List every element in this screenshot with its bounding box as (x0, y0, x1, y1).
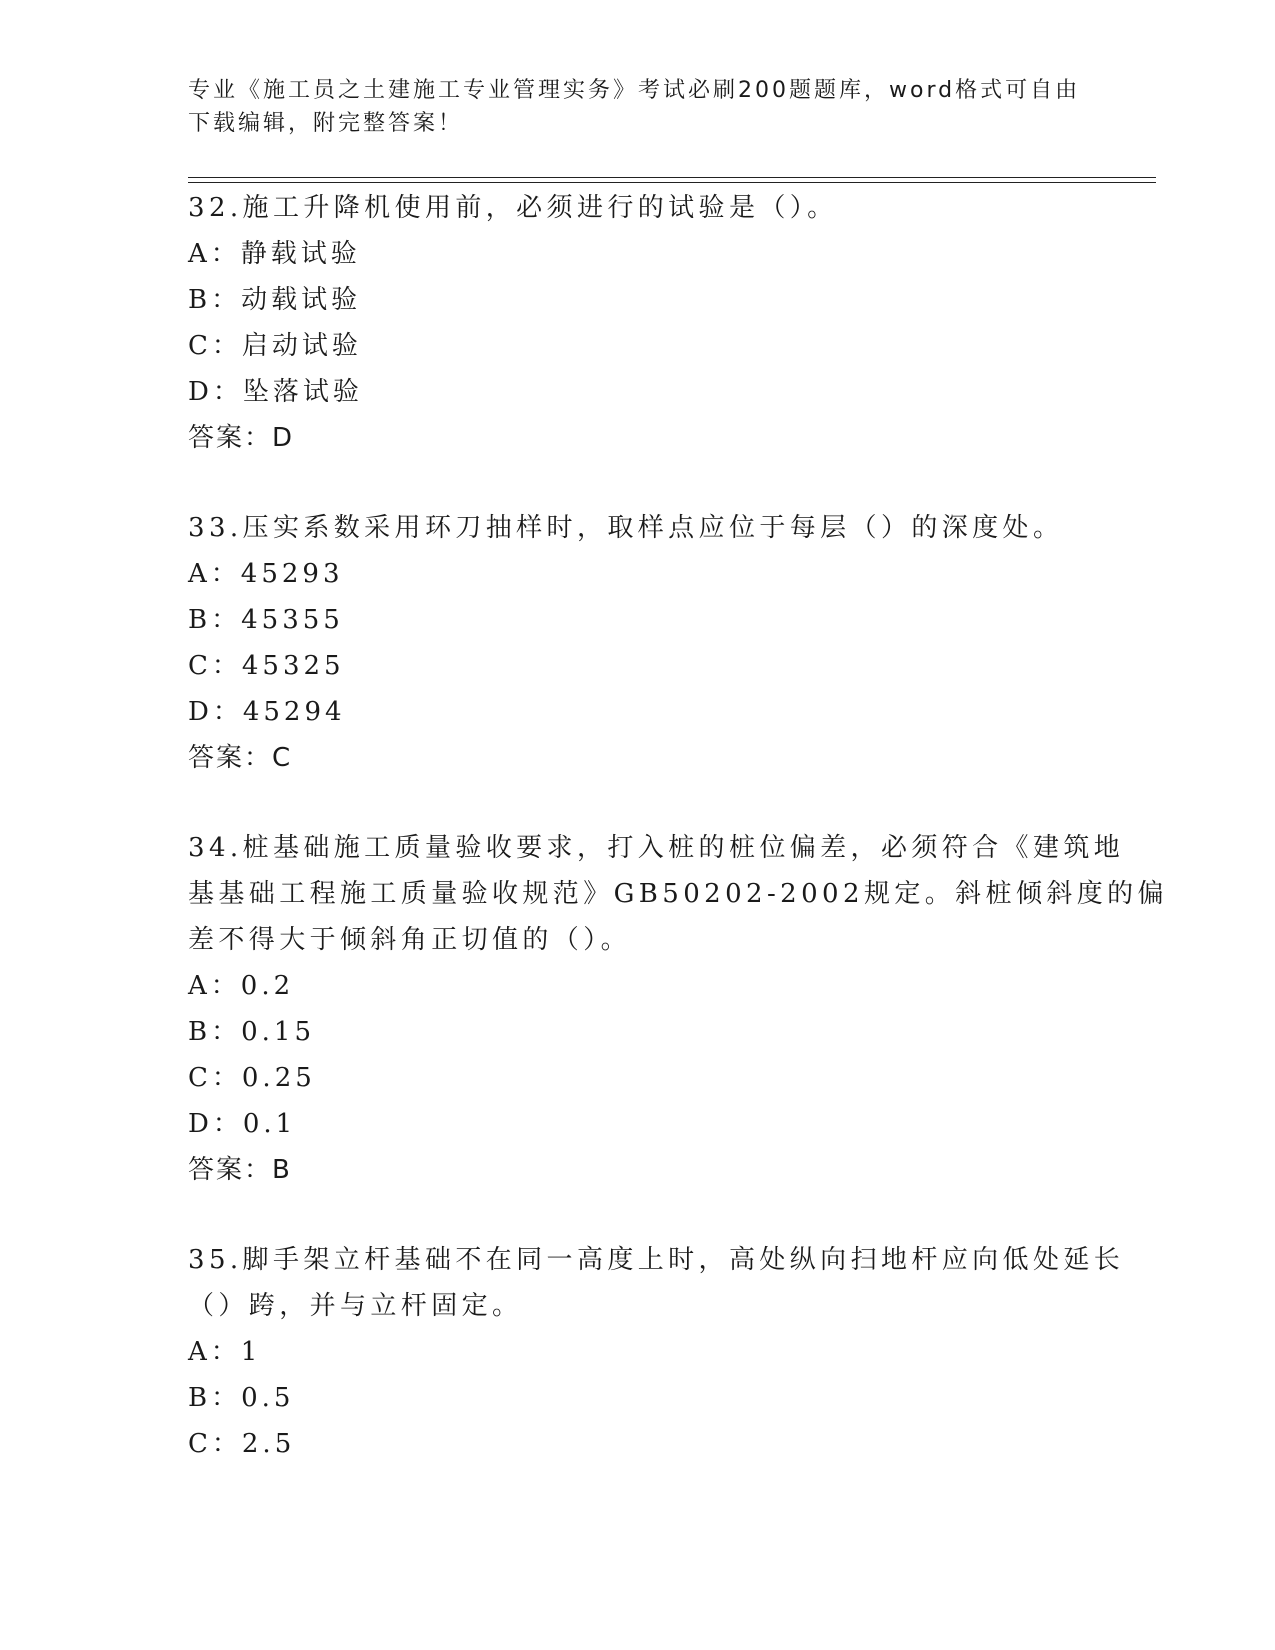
question-text-line-1: 35.脚手架立杆基础不在同一高度上时，高处纵向扫地杆应向低处延长 (188, 1245, 1125, 1275)
question-text-line-2: 基基础工程施工质量验收规范》GB50202-2002规定。斜桩倾斜度的偏 (188, 879, 1168, 909)
option-b: B：45355 (188, 605, 344, 635)
question-33 (188, 505, 1088, 781)
option-b: B：0.15 (188, 1017, 315, 1047)
header-line-2: 下载编辑，附完整答案！ (188, 111, 464, 136)
answer-label: 答案：D (188, 423, 295, 453)
document-header (188, 74, 1088, 140)
question-text-line-1: 34.桩基础施工质量验收要求，打入桩的桩位偏差，必须符合《建筑地 (188, 833, 1125, 863)
question-text: 32.施工升降机使用前，必须进行的试验是（）。 (188, 193, 838, 223)
question-34 (188, 825, 1168, 1193)
answer-label: 答案：B (188, 1155, 292, 1185)
header-divider-top (188, 177, 1156, 178)
option-d: D：坠落试验 (188, 377, 363, 407)
question-text-line-2: （）跨，并与立杆固定。 (188, 1291, 523, 1321)
spacer (188, 461, 1088, 505)
option-a: A：静载试验 (188, 239, 361, 269)
option-d: D：45294 (188, 697, 346, 727)
option-a: A：0.2 (188, 971, 295, 1001)
question-text-line-3: 差不得大于倾斜角正切值的（）。 (188, 925, 632, 955)
option-b: B：0.5 (188, 1383, 295, 1413)
option-c: C：2.5 (188, 1429, 296, 1459)
option-a: A：45293 (188, 559, 344, 589)
spacer (188, 781, 1088, 825)
option-d: D：0.1 (188, 1109, 297, 1139)
option-c: C：45325 (188, 651, 345, 681)
question-list (188, 185, 1168, 1467)
spacer (188, 1193, 1088, 1237)
answer-label: 答案：C (188, 743, 293, 773)
question-32 (188, 185, 1088, 461)
question-35 (188, 1237, 1125, 1467)
option-b: B：动载试验 (188, 285, 362, 315)
option-c: C：0.25 (188, 1063, 316, 1093)
header-line-1: 专业《施工员之土建施工专业管理实务》考试必刷200题题库，word格式可自由 (188, 78, 1081, 103)
header-divider-bottom (188, 182, 1156, 183)
option-c: C：启动试验 (188, 331, 362, 361)
question-text: 33.压实系数采用环刀抽样时，取样点应位于每层（）的深度处。 (188, 513, 1064, 543)
option-a: A：1 (188, 1337, 262, 1367)
